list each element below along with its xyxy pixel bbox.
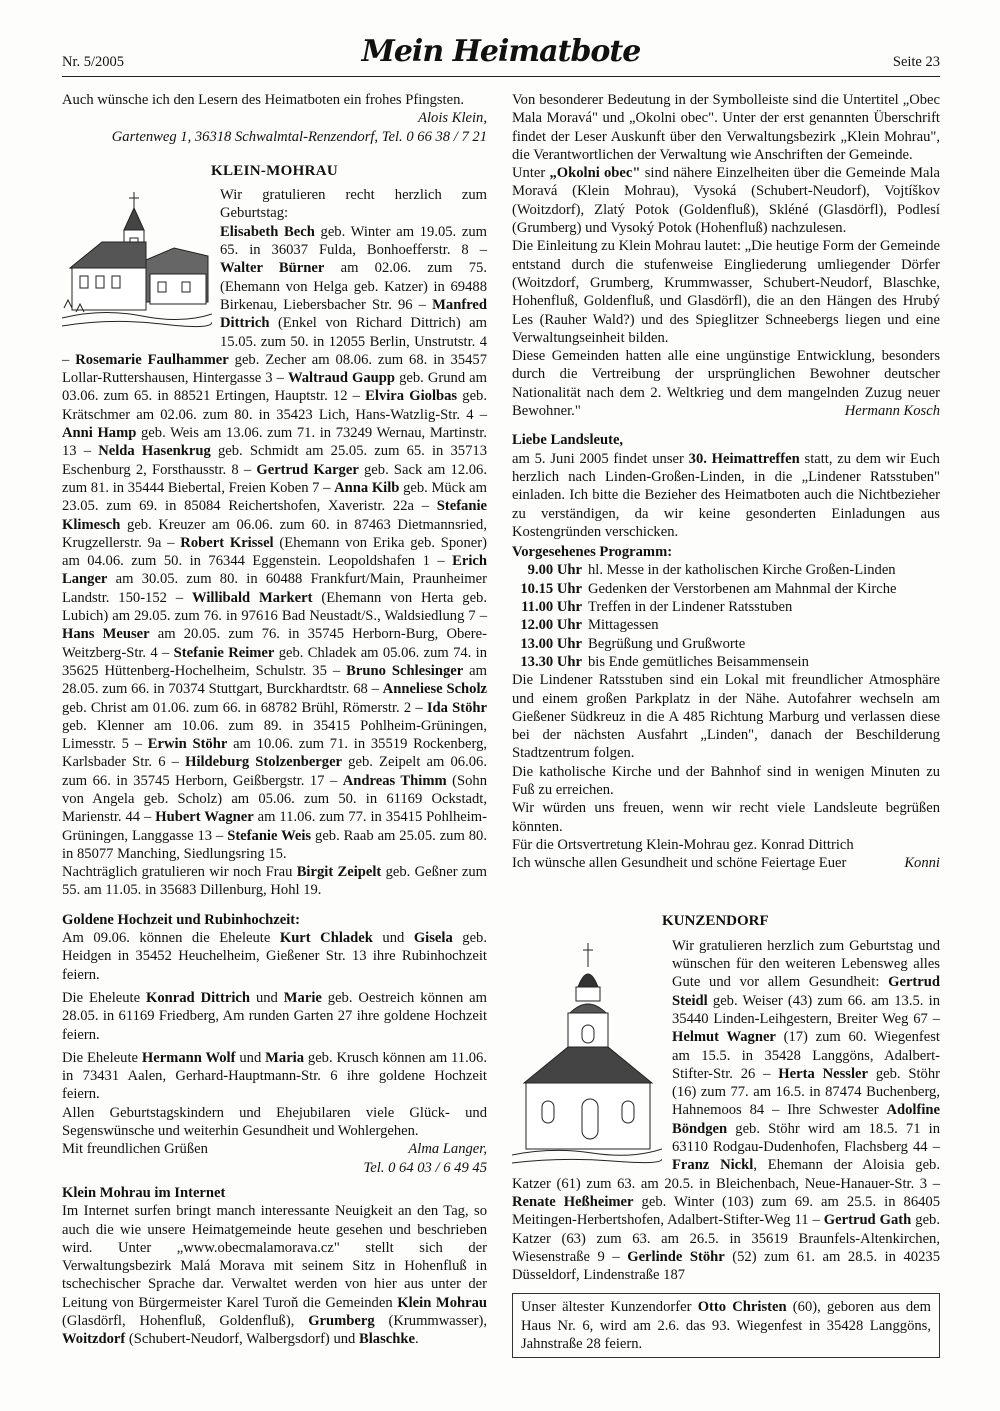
issue-number: Nr. 5/2005 <box>62 54 125 70</box>
chapel-sketch-icon <box>512 943 662 1169</box>
header-rule <box>62 76 940 77</box>
church-village-sketch-icon <box>62 190 212 332</box>
masthead-title: Mein Heimatbote <box>361 34 641 69</box>
left-column <box>62 91 487 1349</box>
okolni-paragraph: Unter „Okolni obec" sind nähere Einzelheiten über die Gemeinde Mala Moravá (Klein Mohrau), Vysoká (Schubert-Neudorf), Vojtíškov (Woitzdorf), Zlatý Potok (Goldenfluß), Skléné (Glasdörfl), Podlesí (Grumberg) und Vysoký Potok (Hohenfluß) nachzulesen. <box>512 165 940 237</box>
klein-mohrau-heading: KLEIN-MOHRAU <box>211 162 338 179</box>
ratsstuben-paragraph: Die Lindener Ratsstuben sind ein Lokal mit freundlicher Atmosphäre und einem großen Parkplatz in der Nähe. Autofahrer wechseln am Gießener Südkreuz in die A 485 Richtung Marburg und verlassen diese bei der nächsten Ausfahrt „Linden", danach der Beschilderung Stadtzentrum folgen. <box>512 672 940 762</box>
birthday-intro: Wir gratulieren recht herzlich zum Geburtstag: <box>220 187 487 222</box>
greeting-tel: Tel. 0 64 03 / 6 49 45 <box>363 1159 487 1176</box>
program-row: 10.15 Uhr Gedenken der Verstorbenen am Mahnmal der Kirche <box>520 580 897 597</box>
symbol-paragraph: Von besonderer Bedeutung in der Symbolleiste sind die Untertitel „Obec Mala Moravá" und „Okolni obec". Unter der erst genannten Überschrift findet der Leser Auskunft über den Verwaltungsbezirk „Klein Mohrau", die Verantwortlichen der Verwaltung wie Anschriften der Gemeinde. <box>512 92 940 163</box>
internet-paragraph: Im Internet surfen bringt manch interessante Neuigkeit an den Tag, so auch die wie unsere Heimatgemeinde heute gesehen und beschrieben wird. Unter „www.obecmalamorava.cz" stellt sich der Verwaltungsbezirk Malá Morava mit seinem Sitz in Hohenfluß in tschechischer Sprache dar. Verwaltet werden von hier aus unter der Leitung von Bürgermeister Karel Turoň die Gemeinden Klein Mohrau (Glasdörfl, Hohenfluß, Goldenfluß), Grumberg (Krummwasser), Woitzdorf (Schubert-Neudorf, Walbergsdorf) und Blaschke. <box>62 1203 488 1348</box>
wedding-3: Die Eheleute Hermann Wolf und Maria geb. Krusch können am 11.06. in 73431 Aalen, Gerhard-Hauptmann-Str. 6 ihre goldene Hochzeit feiern. <box>62 1049 487 1103</box>
program-heading: Vorgesehenes Programm: <box>512 544 673 561</box>
kunzendorf-birthdays: Wir gratulieren herzlich zum Geburtstag und wünschen für den weiteren Lebensweg alles Gute und vor allem Gesundheit: Gertrud Steidl geb. Weiser (43) zum 66. am 13.5. in 35440 Linden-Leihgestern, Breiter Weg 67 – Helmut Wagner (17) zum 60. Wiegenfest am 15.5. in 35428 Langgöns, Adalbert-Stifter-Str. 26 – Herta Nessler geb. Stöhr (16) zum 77. am 16.5. in 87474 Buchenberg, Hahnemoos 84 – Ihre Schwester Adolfine Böndgen geb. Stöhr wird am 18.5. 71 in 63110 Rodgau-Dudenhofen, Flachsberg 44 – Franz Nickl, Ehemann der Aloisia geb. Katzer (61) zum 63. am 20.5. in Bleichenbach, Neue-Hanauer-Str. 3 – Renate Heßheimer geb. Winter (103) zum 69. am 25.5. in 86405 Meitingen-Herbertshofen, Adalbert-Stifter-Weg 11 – Gertrud Gath geb. Katzer (63) zum 63. am 26.5. in 35619 Braunfels-Altenkirchen, Wiesenstraße 9 – Gerlinde Stöhr (52) zum 61. am 28.5. in 40235 Düsseldorf, Lindenstraße 187 <box>512 937 941 1284</box>
wedding-1: Am 09.06. können die Eheleute Kurt Chladek und Gisela geb. Heidgen in 35452 Heuchelheim, Gießener Str. 13 ihre Rubinhochzeit feiern. <box>62 930 487 983</box>
page-header <box>62 30 940 80</box>
greeting-line: Mit freundlichen Grüßen Alma Langer, <box>62 1141 487 1158</box>
program-row: 13.30 Uhr bis Ende gemütliches Beisammensein <box>520 653 809 670</box>
kunzendorf-heading: KUNZENDORF <box>662 913 769 930</box>
golden-wedding-heading: Goldene Hochzeit und Rubinhochzeit: <box>62 911 300 928</box>
invitation-paragraph: am 5. Juni 2005 findet unser 30. Heimattreffen statt, zu dem wir Euch herzlich nach Linden-Großen-Linden, in die „Lindener Ratsstuben" einladen. Ich bitte die Bezieher des Heimatboten auch die Nichtbezieher zu verständigen, da wir keine gesonderten Einladungen aus Kostengründen verschicken. <box>512 450 940 540</box>
wishes-paragraph: Allen Geburtstagskindern und Ehejubilaren viele Glück- und Segenswünsche und weiterhin Gesundheit und Wohlergehen. <box>62 1104 487 1140</box>
welcome-paragraph: Wir würden uns freuen, wenn wir recht viele Landsleute begrüßen könnten. <box>512 800 940 835</box>
page-number: Seite 23 <box>892 54 940 70</box>
oldest-resident-box: Unser ältester Kunzendorfer Otto Christen (60), geboren aus dem Haus Nr. 6, wird am 2.6. das 93. Wiegenfest in 35428 Langgöns, Jahnstraße 28 feiern. <box>512 1293 940 1358</box>
church-station-paragraph: Die katholische Kirche und der Bahnhof sind in wenigen Minuten zu Fuß zu erreichen. <box>512 763 940 798</box>
intro-signature: Alois Klein, <box>418 110 487 127</box>
landsleute-heading: Liebe Landsleute, <box>512 432 624 449</box>
right-column <box>512 91 940 1358</box>
intro-address: Gartenweg 1, 36318 Schwalmtal-Renzendorf, Tel. 0 66 38 / 7 21 <box>111 128 487 145</box>
internet-heading: Klein Mohrau im Internet <box>62 1184 226 1201</box>
program-list <box>512 561 940 671</box>
development-paragraph: Diese Gemeinden hatten alle eine ungünstige Entwicklung, besonders durch die Vertreibung der ursprünglichen Bewohner deutscher Nationalität nach dem 2. Weltkrieg und dem mangelnden Zuzug neuer Bewohner." Hermann Kosch <box>512 348 940 420</box>
intro-paragraph: Auch wünsche ich den Lesern des Heimatboten ein frohes Pfingsten. <box>62 92 465 108</box>
program-row: 13.00 Uhr Begrüßung und Grußworte <box>520 635 746 652</box>
program-row: 12.00 Uhr Mittagessen <box>520 617 659 634</box>
representation-line: Für die Ortsvertretung Klein-Mohrau gez. Konrad Dittrich <box>512 836 854 853</box>
program-row: 9.00 Uhr hl. Messe in der katholischen Kirche Großen-Linden <box>527 562 896 579</box>
birthday-list: Elisabeth Bech geb. Winter am 19.05. zum 65. in 36037 Fulda, Bonhoefferstr. 8 – Walter Bürner am 02.06. zum 75. (Ehemann von Helga geb. Katzer) in 69488 Birkenau, Liebersbacher Str. 96 – Manfred Dittrich (Enkel von Richard Dittrich) am 15.05. zum 50. in 12055 Berlin, Unstrutstr. 4 – Rosemarie Faulhammer geb. Zecher am 08.06. zum 68. in 35457 Lollar-Ruttershausen, Hintergasse 3 – Waltraud Gaupp geb. Grund am 03.06. zum 65. in 88521 Ertingen, Hauptstr. 12 – Elvira Giolbas geb. Krätschmer am 02.06. zum 80. in 35423 Lich, Hans-Watzlig-Str. 4 – Anni Hamp geb. Weis am 13.06. zum 71. in 73249 Wernau, Martinstr. 13 – Nelda Hasenkrug geb. Schmidt am 25.05. zum 65. in 35713 Eschenburg 2, Forsthausstr. 8 – Gertrud Karger geb. Sack am 12.06. zum 81. in 35444 Biebertal, Freien Koben 7 – Anna Kilb geb. Mück am 23.05. zum 69. in 85084 Reichertshofen, Xaveristr. 22a – Stefanie Klimesch geb. Kreuzer am 06.06. zum 60. in 87463 Dietmannsried, Krugzellerstr. 9a – Robert Krissel (Ehemann von Erika geb. Sponer) am 04.06. zum 50. in 76344 Eggenstein. Leopoldshafen 1 – Erich Langer am 30.05. zum 80. in 60488 Frankfurt/Main, Praunheimer Landstr. 150-152 – Willibald Markert (Ehemann von Herta geb. Lubich) am 29.05. zum 76. in 97616 Bad Neustadt/S., Waldsiedlung 7 – Hans Meuser am 20.05. zum 76. in 35745 Herborn-Burg, Obere-Weitzberg-Str. 4 – Stefanie Reimer geb. Chladek am 05.06. zum 74. in 35625 Hüttenberg-Hochelheim, Schulstr. 35 – Bruno Schlesinger am 28.05. zum 66. in 70374 Stuttgart, Burckhardtstr. 68 – Anneliese Scholz geb. Christ am 01.06. zum 66. in 68782 Brühl, Römerstr. 2 – Ida Stöhr geb. Klenner am 10.06. zum 89. in 35415 Pohlheim-Grüningen, Limesstr. 5 – Erwin Stöhr am 10.06. zum 71. in 35519 Rockenberg, Karlsbader Str. 6 – Hildeburg Stolzenberger geb. Zeipelt am 06.06. zum 66. in 35745 Herborn, Geißbergstr. 17 – Andreas Thimm (Sohn von Angela geb. Scholz) am 05.06. zum 50. in 61169 Ockstadt, Marienstr. 44 – Hubert Wagner am 11.06. zum 77. in 35415 Pohlheim-Grüningen, Langgasse 13 – Stefanie Weis geb. Raab am 25.05. zum 80. in 85077 Manching, Siedlungsring 15. <box>62 223 488 862</box>
holiday-wishes: Ich wünsche allen Gesundheit und schöne Feiertage Euer Konni <box>512 855 940 872</box>
intro-quote-paragraph: Die Einleitung zu Klein Mohrau lautet: „Die heutige Form der Gemeinde entstand durch die stufenweise Eingliederung umliegender Dörfer (Woitzdorf, Grumberg, Krummwasser, Schubert-Neudorf, Blaschke, Hohenfluß, Goldenfluß, und Glasdörfl), die an den Hängen des Hrubý Les (Rauher Wald?) und des Spieglitzer Schneebergs liegen und eine Verwaltungseinheit bilden. <box>512 238 940 346</box>
program-row: 11.00 Uhr Treffen in der Lindener Ratsstuben <box>521 599 793 616</box>
wedding-2: Die Eheleute Konrad Dittrich und Marie geb. Oestreich können am 28.05. in 61169 Friedberg, Am runden Garten 27 ihre goldene Hochzeit feiern. <box>62 989 487 1043</box>
late-congrats: Nachträglich gratulieren wir noch Frau Birgit Zeipelt geb. Geßner zum 55. am 11.05. in 35683 Dillenburg, Hohl 19. <box>62 864 487 899</box>
